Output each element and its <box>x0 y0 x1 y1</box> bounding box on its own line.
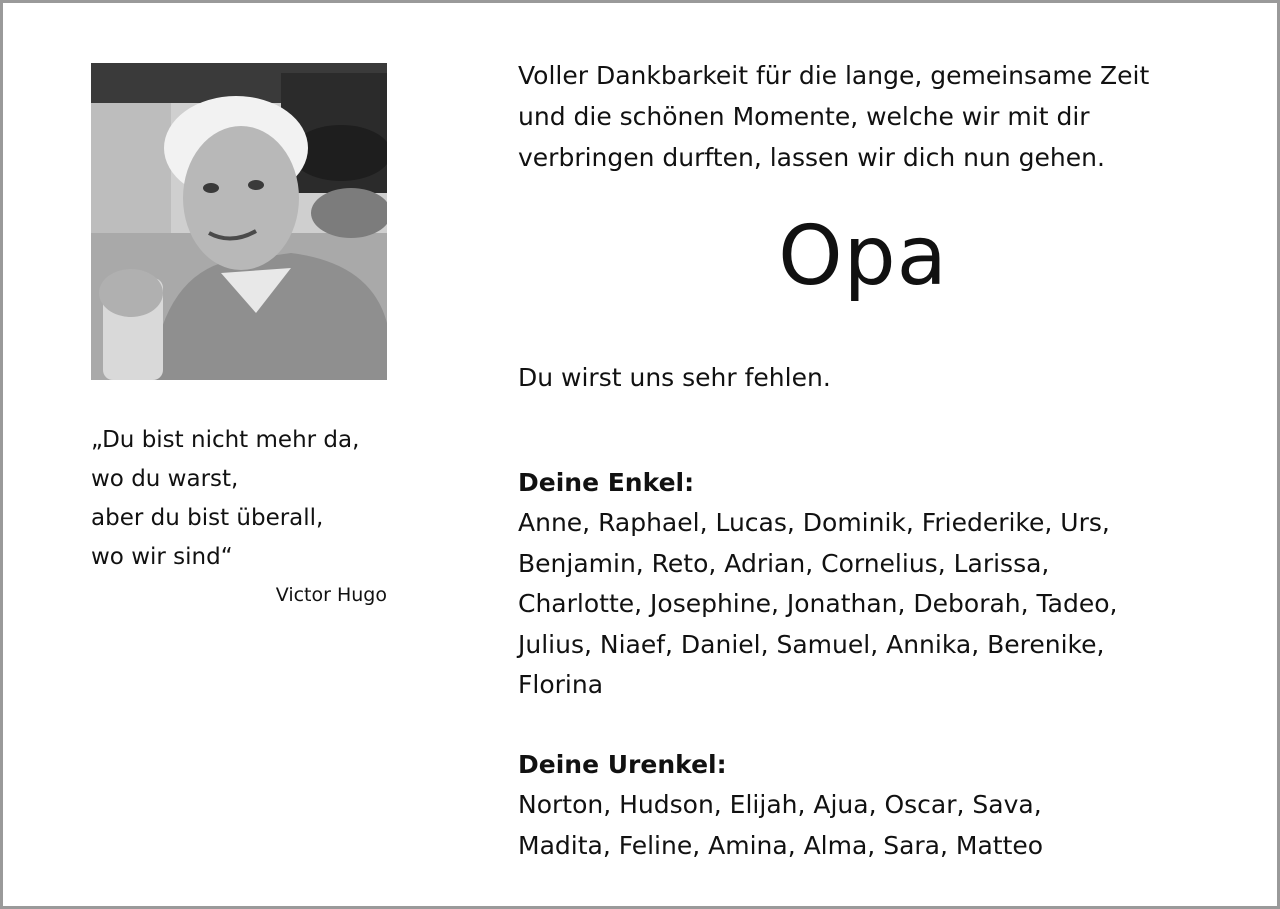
grandchildren-section <box>518 462 1118 706</box>
main-text-column <box>518 55 1238 860</box>
quote <box>91 421 391 577</box>
grandchildren-line: Julius, Niaef, Daniel, Samuel, Annika, Berenike, <box>518 629 1105 659</box>
grandchildren-title: Deine Enkel: <box>518 468 695 497</box>
grandchildren-names <box>518 503 1118 706</box>
intro-line: und die schönen Momente, welche wir mit dir <box>518 102 1090 131</box>
portrait-photo-icon <box>91 63 387 380</box>
quote-line: aber du bist überall, <box>91 505 324 531</box>
grandchildren-line: Florina <box>518 670 604 699</box>
great-grandchildren-names <box>518 785 1043 866</box>
quote-line: wo wir sind“ <box>91 544 233 570</box>
grandchildren-line: Charlotte, Josephine, Jonathan, Deborah, Tadeo, <box>518 589 1118 618</box>
intro-line: verbringen durften, lassen wir dich nun gehen. <box>518 143 1105 172</box>
great-grandchildren-section <box>518 744 1043 866</box>
deceased-name: Opa <box>778 209 948 304</box>
grandchildren-line: Anne, Raphael, Lucas, Dominik, Friederike, Urs, <box>518 508 1110 537</box>
quote-author: Victor Hugo <box>275 584 387 606</box>
miss-text: Du wirst uns sehr fehlen. <box>518 363 831 392</box>
portrait-photo <box>91 63 387 380</box>
intro-text <box>518 55 1238 178</box>
great-grandchildren-line: Norton, Hudson, Elijah, Ajua, Oscar, Sava, <box>518 790 1042 819</box>
quote-line: wo du warst, <box>91 466 239 492</box>
quote-line: „Du bist nicht mehr da, <box>91 427 360 453</box>
intro-line: Voller Dankbarkeit für die lange, gemeinsame Zeit <box>518 61 1150 90</box>
grandchildren-line: Benjamin, Reto, Adrian, Cornelius, Larissa, <box>518 548 1050 578</box>
great-grandchildren-line: Madita, Feline, Amina, Alma, Sara, Matteo <box>518 830 1044 860</box>
great-grandchildren-title: Deine Urenkel: <box>518 750 727 779</box>
